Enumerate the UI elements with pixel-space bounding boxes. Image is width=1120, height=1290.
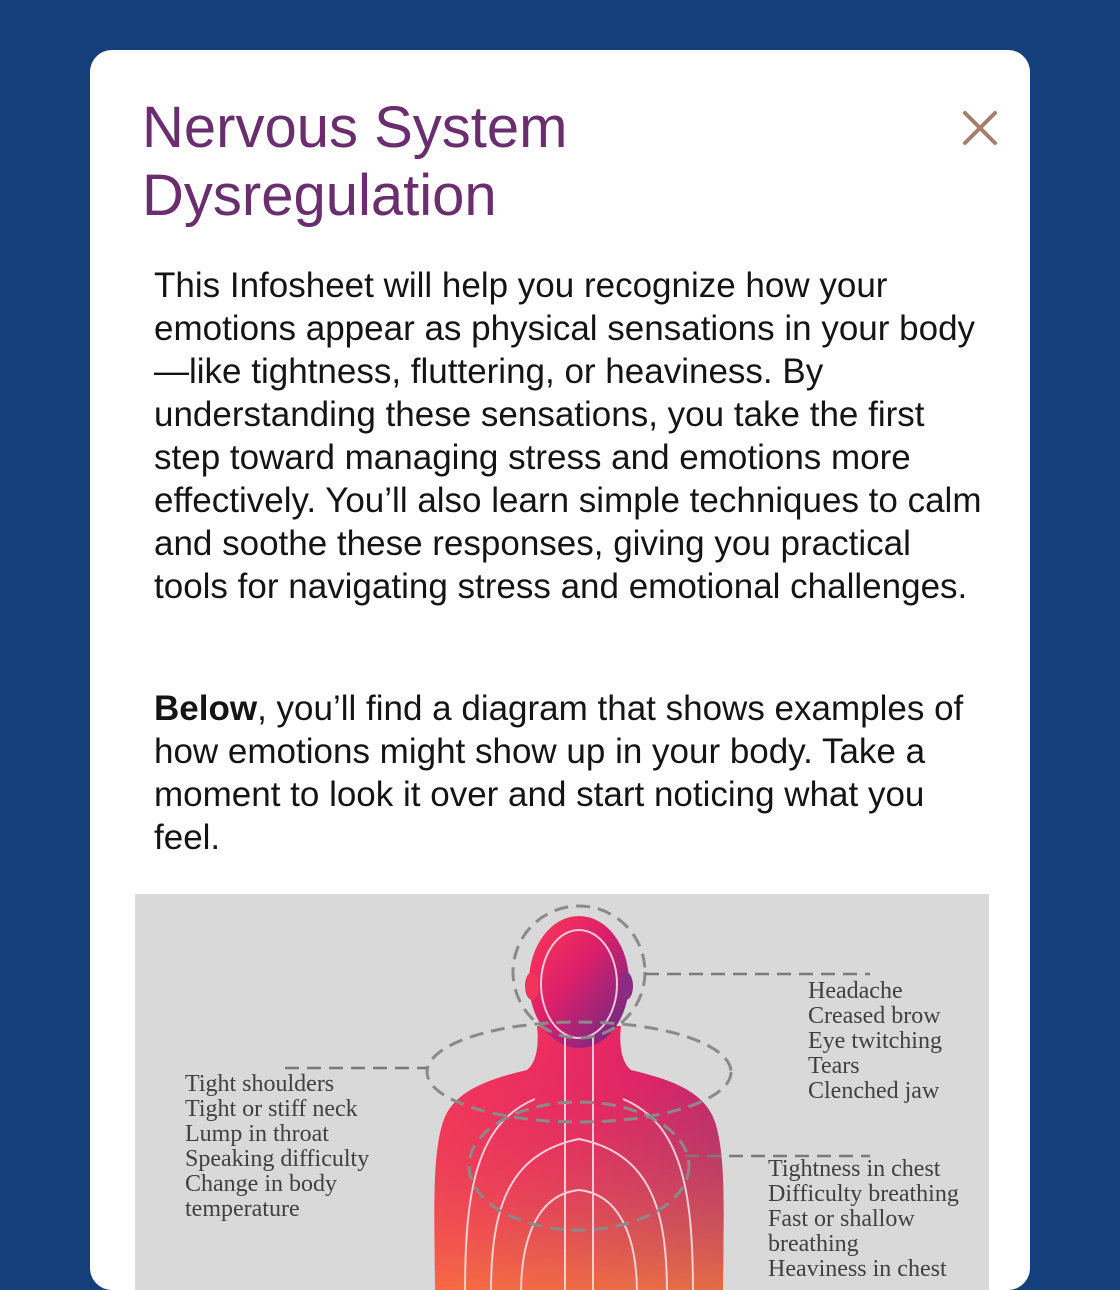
below-bold: Below xyxy=(154,689,258,728)
symptom-label: Eye twitching xyxy=(808,1028,942,1054)
below-rest: , you’ll find a diagram that shows examples of how emotions might show up in your body. Take a moment to look it over and start noticing what you feel. xyxy=(154,689,964,857)
infosheet-dialog xyxy=(90,50,1030,1290)
head-symptoms xyxy=(808,979,942,1104)
symptom-label: Speaking difficulty xyxy=(185,1146,370,1172)
symptom-label: Tight shoulders xyxy=(185,1071,335,1097)
close-button[interactable] xyxy=(958,106,1002,150)
dialog-title-line2: Dysregulation xyxy=(142,163,497,228)
body-silhouette xyxy=(434,916,723,1290)
intro-paragraph: This Infosheet will help you recognize how your emotions appear as physical sensations in your body—like tightness, fluttering, or heaviness. By understanding these sensations, you take the first step toward managing stress and emotions more effectively. You’ll also learn simple techniques to calm and soothe these responses, giving you practical tools for navigating stress and emotional challenges. xyxy=(154,266,982,606)
symptom-label: Headache xyxy=(808,978,903,1004)
dialog-title xyxy=(142,94,902,230)
body-sensation-diagram xyxy=(135,894,989,1290)
symptom-label: Tightness in chest xyxy=(768,1156,941,1182)
symptom-label: Tears xyxy=(808,1053,860,1079)
chest-symptoms xyxy=(768,1157,959,1282)
symptom-label: Heaviness in chest xyxy=(768,1256,947,1282)
symptom-label: Creased brow xyxy=(808,1003,941,1029)
symptom-label: Lump in throat xyxy=(185,1121,329,1147)
close-icon xyxy=(958,106,1002,150)
symptom-label: breathing xyxy=(768,1231,859,1257)
symptom-label: Fast or shallow xyxy=(768,1206,915,1232)
dialog-title-line1: Nervous System xyxy=(142,95,568,160)
symptom-label: Tight or stiff neck xyxy=(185,1096,358,1122)
symptom-label: Change in body xyxy=(185,1171,337,1197)
shoulder-neck-symptoms xyxy=(185,1072,369,1222)
symptom-label: Clenched jaw xyxy=(808,1078,940,1104)
diagram-intro-paragraph xyxy=(154,687,994,859)
symptom-label: Difficulty breathing xyxy=(768,1181,959,1207)
symptom-label: temperature xyxy=(185,1196,300,1222)
